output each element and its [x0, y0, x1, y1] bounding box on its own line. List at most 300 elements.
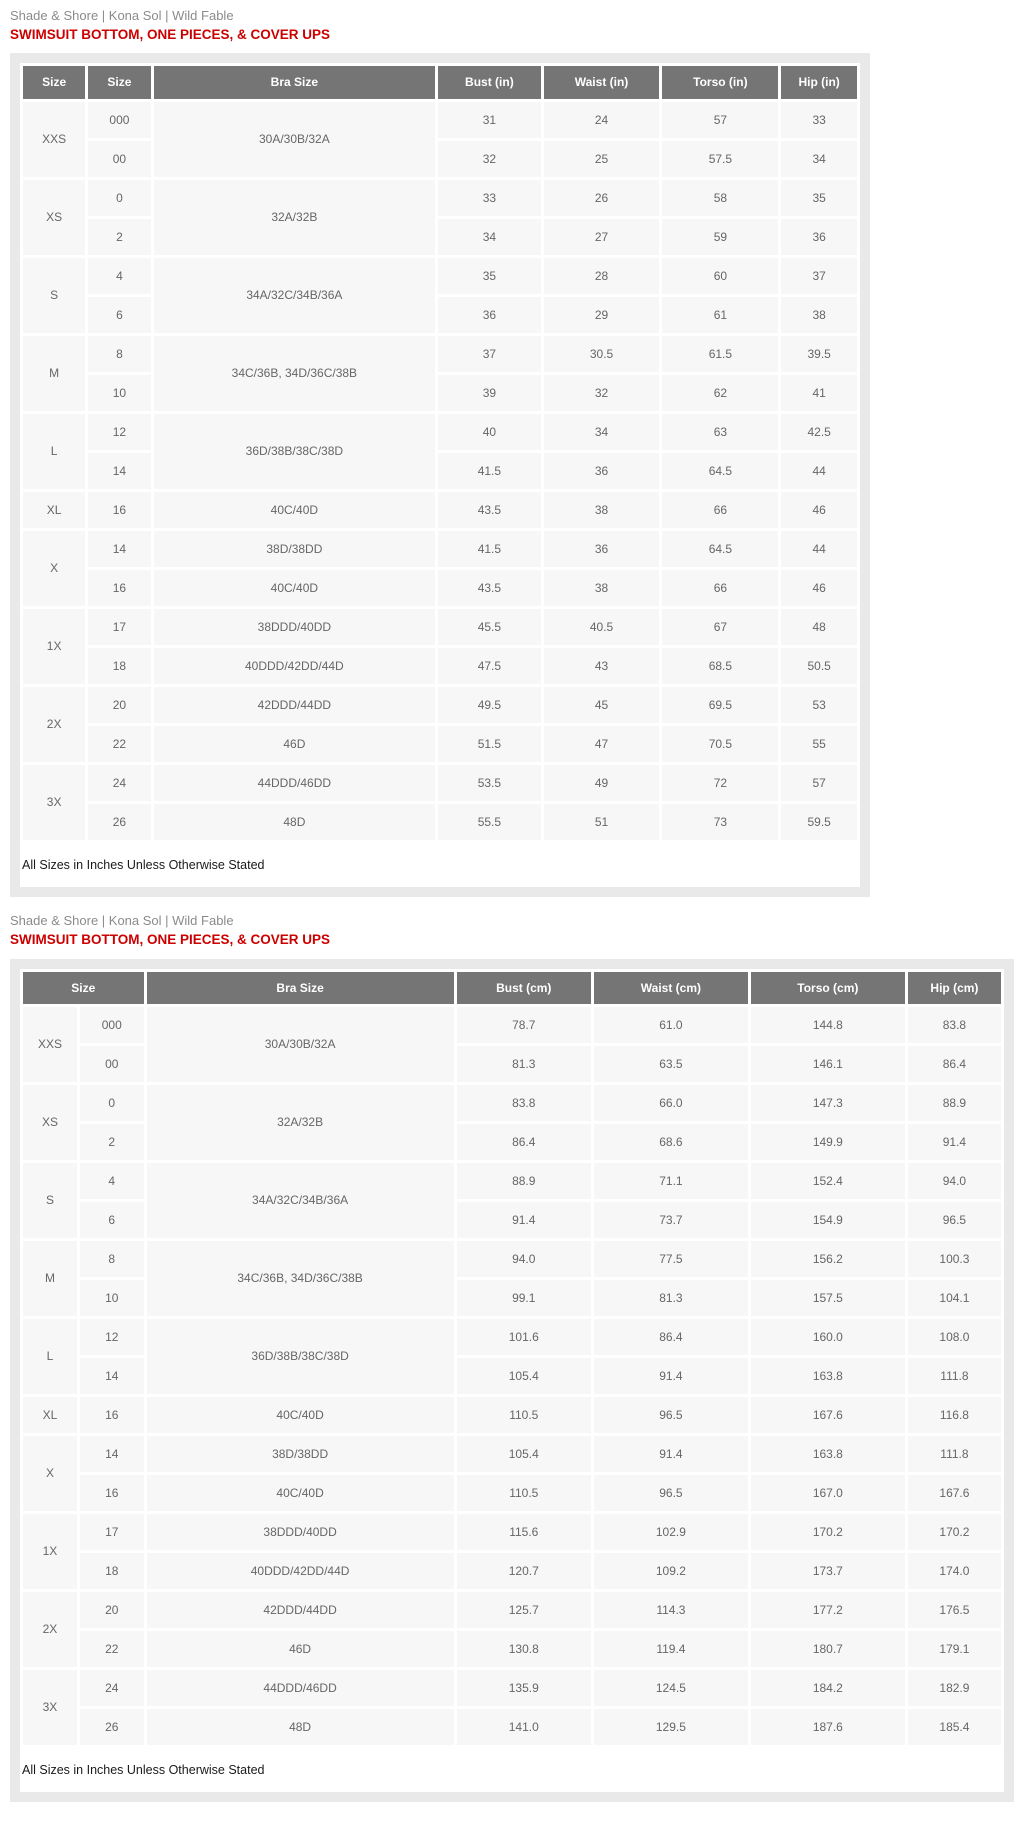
- size-group-cell: 2X: [22, 1590, 79, 1668]
- column-header: Bust (cm): [455, 970, 592, 1005]
- waist-cell: 91.4: [592, 1356, 749, 1395]
- hip-cell: 167.6: [906, 1473, 1002, 1512]
- bust-cell: 36: [437, 295, 542, 334]
- waist-cell: 66.0: [592, 1083, 749, 1122]
- waist-cell: 124.5: [592, 1668, 749, 1707]
- bust-cell: 49.5: [437, 685, 542, 724]
- bra-size-cell: 34C/36B, 34D/36C/38B: [145, 1239, 455, 1317]
- size-table-centimeters: [20, 969, 1004, 1748]
- waist-cell: 36: [542, 529, 661, 568]
- hip-cell: 59.5: [780, 802, 859, 841]
- brand-list: Shade & Shore | Kona Sol | Wild Fable: [10, 8, 234, 23]
- page-title: SWIMSUIT BOTTOM, ONE PIECES, & COVER UPS: [10, 26, 331, 42]
- size-number-cell: 18: [78, 1551, 145, 1590]
- waist-cell: 47: [542, 724, 661, 763]
- bra-size-cell: 40C/40D: [152, 490, 437, 529]
- waist-cell: 86.4: [592, 1317, 749, 1356]
- size-number-cell: 8: [78, 1239, 145, 1278]
- torso-cell: 62: [661, 373, 780, 412]
- bra-size-cell: 38D/38DD: [145, 1434, 455, 1473]
- table-row: [22, 1707, 1003, 1746]
- column-header: Size: [87, 65, 152, 100]
- size-number-cell: 26: [78, 1707, 145, 1746]
- size-group-cell: 1X: [22, 1512, 79, 1590]
- size-number-cell: 16: [87, 490, 152, 529]
- size-group-cell: XS: [22, 178, 87, 256]
- bra-size-cell: 42DDD/44DD: [152, 685, 437, 724]
- table-row: [22, 139, 859, 178]
- bra-size-cell: 32A/32B: [152, 178, 437, 256]
- torso-cell: 184.2: [749, 1668, 906, 1707]
- waist-cell: 119.4: [592, 1629, 749, 1668]
- table-row: [22, 1473, 1003, 1512]
- waist-cell: 38: [542, 568, 661, 607]
- size-number-cell: 16: [78, 1473, 145, 1512]
- bust-cell: 43.5: [437, 490, 542, 529]
- table-row: [22, 1317, 1003, 1356]
- hip-cell: 44: [780, 451, 859, 490]
- size-number-cell: 6: [87, 295, 152, 334]
- torso-cell: 64.5: [661, 451, 780, 490]
- table-row: [22, 646, 859, 685]
- column-header: Bust (in): [437, 65, 542, 100]
- torso-cell: 187.6: [749, 1707, 906, 1746]
- size-number-cell: 0: [87, 178, 152, 217]
- bra-size-cell: 46D: [145, 1629, 455, 1668]
- column-header: Torso (in): [661, 65, 780, 100]
- waist-cell: 26: [542, 178, 661, 217]
- bust-cell: 40: [437, 412, 542, 451]
- bust-cell: 141.0: [455, 1707, 592, 1746]
- size-group-cell: M: [22, 1239, 79, 1317]
- table-row: [22, 412, 859, 451]
- table-row: [22, 295, 859, 334]
- hip-cell: 104.1: [906, 1278, 1002, 1317]
- torso-cell: 66: [661, 568, 780, 607]
- size-number-cell: 16: [87, 568, 152, 607]
- torso-cell: 170.2: [749, 1512, 906, 1551]
- bust-cell: 37: [437, 334, 542, 373]
- hip-cell: 116.8: [906, 1395, 1002, 1434]
- torso-cell: 70.5: [661, 724, 780, 763]
- torso-cell: 180.7: [749, 1629, 906, 1668]
- bra-size-cell: 38D/38DD: [152, 529, 437, 568]
- bust-cell: 78.7: [455, 1005, 592, 1044]
- bust-cell: 101.6: [455, 1317, 592, 1356]
- bra-size-cell: 32A/32B: [145, 1083, 455, 1161]
- waist-cell: 77.5: [592, 1239, 749, 1278]
- size-number-cell: 12: [78, 1317, 145, 1356]
- hip-cell: 46: [780, 490, 859, 529]
- waist-cell: 71.1: [592, 1161, 749, 1200]
- table-row: [22, 1083, 1003, 1122]
- size-group-cell: XL: [22, 1395, 79, 1434]
- bust-cell: 130.8: [455, 1629, 592, 1668]
- hip-cell: 170.2: [906, 1512, 1002, 1551]
- bust-cell: 51.5: [437, 724, 542, 763]
- bra-size-cell: 36D/38B/38C/38D: [152, 412, 437, 490]
- table-footnote-centimeters: All Sizes in Inches Unless Otherwise Stated: [22, 1762, 265, 1777]
- table-row: [22, 568, 859, 607]
- column-header: Hip (in): [780, 65, 859, 100]
- table-row: [22, 1005, 1003, 1044]
- bra-size-cell: 36D/38B/38C/38D: [145, 1317, 455, 1395]
- hip-cell: 53: [780, 685, 859, 724]
- size-group-cell: S: [22, 256, 87, 334]
- size-number-cell: 22: [78, 1629, 145, 1668]
- size-group-cell: X: [22, 1434, 79, 1512]
- table-row: [22, 217, 859, 256]
- waist-cell: 28: [542, 256, 661, 295]
- waist-cell: 32: [542, 373, 661, 412]
- waist-cell: 40.5: [542, 607, 661, 646]
- table-row: [22, 1434, 1003, 1473]
- size-group-cell: X: [22, 529, 87, 607]
- size-number-cell: 14: [78, 1434, 145, 1473]
- hip-cell: 111.8: [906, 1356, 1002, 1395]
- waist-cell: 61.0: [592, 1005, 749, 1044]
- torso-cell: 67: [661, 607, 780, 646]
- table-row: [22, 607, 859, 646]
- size-number-cell: 17: [78, 1512, 145, 1551]
- bust-cell: 45.5: [437, 607, 542, 646]
- bust-cell: 135.9: [455, 1668, 592, 1707]
- bra-size-cell: 48D: [152, 802, 437, 841]
- table-row: [22, 178, 859, 217]
- torso-cell: 149.9: [749, 1122, 906, 1161]
- table-row: [22, 1395, 1003, 1434]
- size-group-cell: XS: [22, 1083, 79, 1161]
- torso-cell: 146.1: [749, 1044, 906, 1083]
- hip-cell: 174.0: [906, 1551, 1002, 1590]
- table-row: [22, 100, 859, 139]
- size-number-cell: 2: [78, 1122, 145, 1161]
- bust-cell: 105.4: [455, 1356, 592, 1395]
- waist-cell: 38: [542, 490, 661, 529]
- bust-cell: 91.4: [455, 1200, 592, 1239]
- torso-cell: 167.6: [749, 1395, 906, 1434]
- torso-cell: 59: [661, 217, 780, 256]
- size-group-cell: L: [22, 412, 87, 490]
- size-table-inches: [20, 63, 860, 842]
- hip-cell: 39.5: [780, 334, 859, 373]
- size-group-cell: S: [22, 1161, 79, 1239]
- waist-cell: 36: [542, 451, 661, 490]
- table-footnote-inches: All Sizes in Inches Unless Otherwise Stated: [22, 857, 265, 872]
- size-number-cell: 000: [78, 1005, 145, 1044]
- size-number-cell: 17: [87, 607, 152, 646]
- hip-cell: 35: [780, 178, 859, 217]
- table-row: [22, 724, 859, 763]
- bra-size-cell: 42DDD/44DD: [145, 1590, 455, 1629]
- size-number-cell: 00: [78, 1044, 145, 1083]
- column-header: Hip (cm): [906, 970, 1002, 1005]
- torso-cell: 72: [661, 763, 780, 802]
- table-row: [22, 256, 859, 295]
- bust-cell: 39: [437, 373, 542, 412]
- bust-cell: 41.5: [437, 529, 542, 568]
- table-row: [22, 1629, 1003, 1668]
- waist-cell: 102.9: [592, 1512, 749, 1551]
- torso-cell: 154.9: [749, 1200, 906, 1239]
- bra-size-cell: 44DDD/46DD: [152, 763, 437, 802]
- brand-list: Shade & Shore | Kona Sol | Wild Fable: [10, 913, 234, 929]
- size-chart-panel-inner: [20, 63, 860, 887]
- hip-cell: 83.8: [906, 1005, 1002, 1044]
- hip-cell: 41: [780, 373, 859, 412]
- waist-cell: 73.7: [592, 1200, 749, 1239]
- table-row: [22, 1239, 1003, 1278]
- size-table-body: [22, 100, 859, 841]
- size-table-body: [22, 1005, 1003, 1746]
- hip-cell: 34: [780, 139, 859, 178]
- hip-cell: 44: [780, 529, 859, 568]
- waist-cell: 34: [542, 412, 661, 451]
- bust-cell: 99.1: [455, 1278, 592, 1317]
- torso-cell: 57: [661, 100, 780, 139]
- hip-cell: 111.8: [906, 1434, 1002, 1473]
- torso-cell: 58: [661, 178, 780, 217]
- waist-cell: 114.3: [592, 1590, 749, 1629]
- torso-cell: 160.0: [749, 1317, 906, 1356]
- torso-cell: 66: [661, 490, 780, 529]
- table-row: [22, 451, 859, 490]
- size-number-cell: 14: [78, 1356, 145, 1395]
- waist-cell: 27: [542, 217, 661, 256]
- size-number-cell: 24: [87, 763, 152, 802]
- column-header: Bra Size: [152, 65, 437, 100]
- torso-cell: 163.8: [749, 1356, 906, 1395]
- size-group-cell: 2X: [22, 685, 87, 763]
- size-group-cell: 3X: [22, 763, 87, 841]
- bust-cell: 88.9: [455, 1161, 592, 1200]
- bra-size-cell: 38DDD/40DD: [145, 1512, 455, 1551]
- torso-cell: 157.5: [749, 1278, 906, 1317]
- size-number-cell: 16: [78, 1395, 145, 1434]
- table-row: [22, 1551, 1003, 1590]
- size-number-cell: 0: [78, 1083, 145, 1122]
- column-header: Waist (cm): [592, 970, 749, 1005]
- size-group-cell: L: [22, 1317, 79, 1395]
- size-number-cell: 8: [87, 334, 152, 373]
- bra-size-cell: 34A/32C/34B/36A: [145, 1161, 455, 1239]
- bust-cell: 43.5: [437, 568, 542, 607]
- waist-cell: 68.6: [592, 1122, 749, 1161]
- size-number-cell: 20: [87, 685, 152, 724]
- bust-cell: 105.4: [455, 1434, 592, 1473]
- torso-cell: 167.0: [749, 1473, 906, 1512]
- size-chart-panel-centimeters: [10, 959, 1014, 1803]
- bust-cell: 34: [437, 217, 542, 256]
- torso-cell: 152.4: [749, 1161, 906, 1200]
- torso-cell: 163.8: [749, 1434, 906, 1473]
- bust-cell: 110.5: [455, 1473, 592, 1512]
- torso-cell: 147.3: [749, 1083, 906, 1122]
- size-group-cell: M: [22, 334, 87, 412]
- hip-cell: 86.4: [906, 1044, 1002, 1083]
- size-number-cell: 26: [87, 802, 152, 841]
- bra-size-cell: 40C/40D: [152, 568, 437, 607]
- bra-size-cell: 38DDD/40DD: [152, 607, 437, 646]
- bra-size-cell: 30A/30B/32A: [152, 100, 437, 178]
- waist-cell: 51: [542, 802, 661, 841]
- bra-size-cell: 46D: [152, 724, 437, 763]
- torso-cell: 177.2: [749, 1590, 906, 1629]
- size-group-cell: 3X: [22, 1668, 79, 1746]
- torso-cell: 156.2: [749, 1239, 906, 1278]
- bust-cell: 125.7: [455, 1590, 592, 1629]
- waist-cell: 96.5: [592, 1395, 749, 1434]
- torso-cell: 60: [661, 256, 780, 295]
- size-number-cell: 000: [87, 100, 152, 139]
- hip-cell: 57: [780, 763, 859, 802]
- torso-cell: 61.5: [661, 334, 780, 373]
- bra-size-cell: 48D: [145, 1707, 455, 1746]
- waist-cell: 91.4: [592, 1434, 749, 1473]
- size-number-cell: 2: [87, 217, 152, 256]
- size-number-cell: 10: [87, 373, 152, 412]
- column-header: Torso (cm): [749, 970, 906, 1005]
- hip-cell: 100.3: [906, 1239, 1002, 1278]
- hip-cell: 50.5: [780, 646, 859, 685]
- hip-cell: 33: [780, 100, 859, 139]
- bra-size-cell: 40C/40D: [145, 1473, 455, 1512]
- hip-cell: 46: [780, 568, 859, 607]
- torso-cell: 64.5: [661, 529, 780, 568]
- bra-size-cell: 40C/40D: [145, 1395, 455, 1434]
- column-header: Waist (in): [542, 65, 661, 100]
- waist-cell: 24: [542, 100, 661, 139]
- bust-cell: 53.5: [437, 763, 542, 802]
- bra-size-cell: 40DDD/42DD/44D: [145, 1551, 455, 1590]
- column-header: Size: [22, 970, 146, 1005]
- size-chart-panel-inches: [10, 53, 870, 897]
- bust-cell: 32: [437, 139, 542, 178]
- size-number-cell: 00: [87, 139, 152, 178]
- torso-cell: 173.7: [749, 1551, 906, 1590]
- hip-cell: 94.0: [906, 1161, 1002, 1200]
- size-table-header: [22, 65, 859, 100]
- bra-size-cell: 30A/30B/32A: [145, 1005, 455, 1083]
- hip-cell: 42.5: [780, 412, 859, 451]
- bra-size-cell: 34C/36B, 34D/36C/38B: [152, 334, 437, 412]
- waist-cell: 96.5: [592, 1473, 749, 1512]
- torso-cell: 68.5: [661, 646, 780, 685]
- size-number-cell: 12: [87, 412, 152, 451]
- size-number-cell: 14: [87, 529, 152, 568]
- hip-cell: 37: [780, 256, 859, 295]
- bust-cell: 115.6: [455, 1512, 592, 1551]
- size-number-cell: 20: [78, 1590, 145, 1629]
- page-title: SWIMSUIT BOTTOM, ONE PIECES, & COVER UPS: [10, 931, 331, 947]
- waist-cell: 25: [542, 139, 661, 178]
- table-row: [22, 490, 859, 529]
- size-group-cell: XXS: [22, 100, 87, 178]
- table-row: [22, 1161, 1003, 1200]
- size-group-cell: XL: [22, 490, 87, 529]
- torso-cell: 73: [661, 802, 780, 841]
- torso-cell: 57.5: [661, 139, 780, 178]
- section-inches: [10, 8, 1014, 897]
- bra-size-cell: 44DDD/46DD: [145, 1668, 455, 1707]
- bust-cell: 31: [437, 100, 542, 139]
- hip-cell: 55: [780, 724, 859, 763]
- bust-cell: 81.3: [455, 1044, 592, 1083]
- column-header: Bra Size: [145, 970, 455, 1005]
- hip-cell: 108.0: [906, 1317, 1002, 1356]
- waist-cell: 30.5: [542, 334, 661, 373]
- table-row: [22, 1512, 1003, 1551]
- bra-size-cell: 40DDD/42DD/44D: [152, 646, 437, 685]
- hip-cell: 38: [780, 295, 859, 334]
- bust-cell: 120.7: [455, 1551, 592, 1590]
- bust-cell: 47.5: [437, 646, 542, 685]
- column-header: Size: [22, 65, 87, 100]
- size-number-cell: 22: [87, 724, 152, 763]
- torso-cell: 69.5: [661, 685, 780, 724]
- size-group-cell: XXS: [22, 1005, 79, 1083]
- table-row: [22, 685, 859, 724]
- bust-cell: 33: [437, 178, 542, 217]
- bust-cell: 83.8: [455, 1083, 592, 1122]
- table-row: [22, 763, 859, 802]
- hip-cell: 96.5: [906, 1200, 1002, 1239]
- hip-cell: 185.4: [906, 1707, 1002, 1746]
- size-number-cell: 4: [87, 256, 152, 295]
- table-row: [22, 802, 859, 841]
- size-number-cell: 24: [78, 1668, 145, 1707]
- size-number-cell: 10: [78, 1278, 145, 1317]
- hip-cell: 48: [780, 607, 859, 646]
- size-number-cell: 18: [87, 646, 152, 685]
- bust-cell: 86.4: [455, 1122, 592, 1161]
- bust-cell: 55.5: [437, 802, 542, 841]
- hip-cell: 91.4: [906, 1122, 1002, 1161]
- hip-cell: 182.9: [906, 1668, 1002, 1707]
- table-row: [22, 373, 859, 412]
- bust-cell: 35: [437, 256, 542, 295]
- bra-size-cell: 34A/32C/34B/36A: [152, 256, 437, 334]
- header-row: [22, 65, 859, 100]
- table-row: [22, 529, 859, 568]
- hip-cell: 88.9: [906, 1083, 1002, 1122]
- waist-cell: 109.2: [592, 1551, 749, 1590]
- header-row: [22, 970, 1003, 1005]
- torso-cell: 144.8: [749, 1005, 906, 1044]
- table-row: [22, 1590, 1003, 1629]
- size-group-cell: 1X: [22, 607, 87, 685]
- waist-cell: 43: [542, 646, 661, 685]
- section-intro: [10, 913, 1014, 948]
- waist-cell: 63.5: [592, 1044, 749, 1083]
- hip-cell: 36: [780, 217, 859, 256]
- waist-cell: 45: [542, 685, 661, 724]
- torso-cell: 63: [661, 412, 780, 451]
- size-number-cell: 4: [78, 1161, 145, 1200]
- size-table-header: [22, 970, 1003, 1005]
- torso-cell: 61: [661, 295, 780, 334]
- waist-cell: 29: [542, 295, 661, 334]
- section-intro: [10, 8, 1014, 43]
- table-row: [22, 334, 859, 373]
- bust-cell: 94.0: [455, 1239, 592, 1278]
- waist-cell: 129.5: [592, 1707, 749, 1746]
- size-chart-panel-inner: [20, 969, 1004, 1793]
- section-centimeters: [10, 913, 1014, 1802]
- bust-cell: 110.5: [455, 1395, 592, 1434]
- table-row: [22, 1668, 1003, 1707]
- waist-cell: 81.3: [592, 1278, 749, 1317]
